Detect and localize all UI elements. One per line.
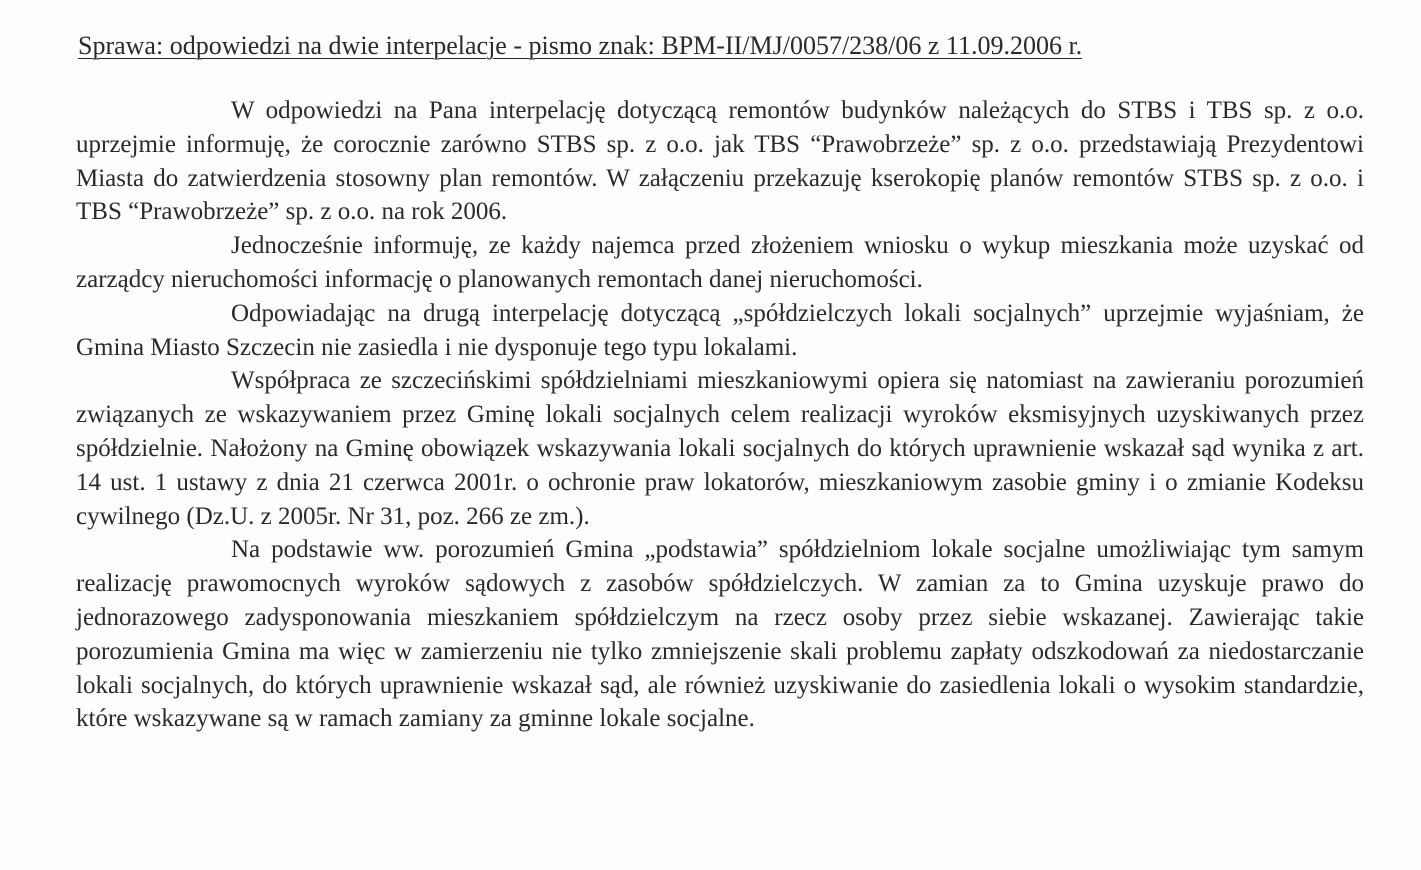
paragraph-agreement-basis: Na podstawie ww. porozumień Gmina „podstawia” spółdzielniom lokale socjalne umożliwiając tym samym realizację prawomocnych wyroków sądowych z zasobów spółdzielczych. W zamian za to Gmina uzyskuje prawo do jednorazowego zadysponowania mieszkaniem spółdzielczym na rzecz osoby przez siebie wskazanej. Zawierając takie porozumienia Gmina ma więc w zamierzeniu nie tylko zmniejszenie skali problemu zapłaty odszkodowań za niedostarczanie lokali socjalnych, do których uprawnienie wskazał sąd, ale również uzyskiwanie do zasiedlenia lokali o wysokim standardzie, które wskazywane są w ramach zamiany za gminne lokale socjalne.	[76, 536, 1364, 733]
paragraph-tenant-information: Jednocześnie informuję, ze każdy najemca przed złożeniem wniosku o wykup mieszkania może uzyskać od zarządcy nieruchomości informację o planowanych remontach danej nieruchomości.	[76, 232, 1364, 293]
document-body	[76, 94, 1364, 736]
document-subject-line: Sprawa: odpowiedzi na dwie interpelacje - pismo znak: BPM-II/MJ/0057/238/06 z 11.09.2006 r.	[78, 31, 1083, 60]
paragraph-cooperation-agreements: Współpraca ze szczecińskimi spółdzielniami mieszkaniowymi opiera się natomiast na zawieraniu porozumień związanych ze wskazywaniem przez Gminę lokali socjalnych celem realizacji wyroków eksmisyjnych uzyskiwanych przez spółdzielnie. Nałożony na Gminę obowiązek wskazywania lokali socjalnych do których uprawnienie wskazał sąd wynika z art. 14 ust. 1 ustawy z dnia 21 czerwca 2001r. o ochronie praw lokatorów, mieszkaniowym zasobie gminy i o zmianie Kodeksu cywilnego (Dz.U. z 2005r. Nr 31, poz. 266 ze zm.).	[76, 367, 1364, 530]
paragraph-renovation-plans: W odpowiedzi na Pana interpelację dotyczącą remontów budynków należących do STBS i TBS sp. z o.o. uprzejmie informuję, że corocznie zarówno STBS sp. z o.o. jak TBS “Prawobrzeże” sp. z o.o. przedstawiają Prezydentowi Miasta do zatwierdzenia stosowny plan remontów. W załączeniu przekazuję kserokopię planów remontów STBS sp. z o.o. i TBS “Prawobrzeże” sp. z o.o. na rok 2006.	[76, 97, 1364, 226]
paragraph-cooperative-social-premises: Odpowiadając na drugą interpelację dotyczącą „spółdzielczych lokali socjalnych” uprzejmie wyjaśniam, że Gmina Miasto Szczecin nie zasiedla i nie dysponuje tego typu lokalami.	[76, 299, 1364, 361]
